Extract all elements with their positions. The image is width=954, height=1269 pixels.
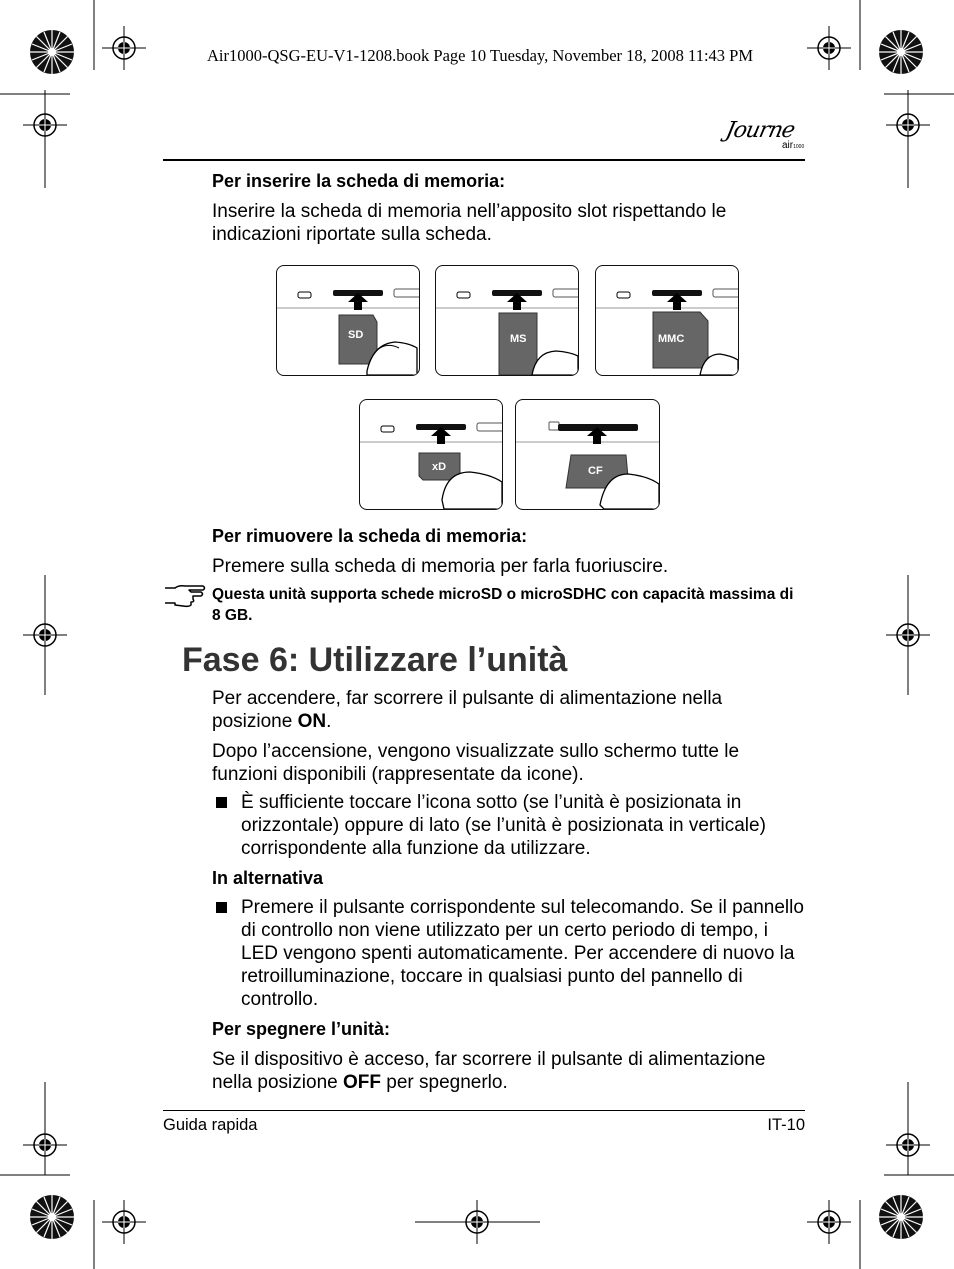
insert-text: Inserire la scheda di memoria nell’apposito slot rispettando le indicazioni riportate sulla scheda.	[212, 201, 727, 245]
logo-model: air1000	[782, 140, 805, 151]
svg-text:MMC: MMC	[658, 333, 685, 345]
svg-text:CF: CF	[588, 465, 603, 477]
card-illustration-cf	[515, 399, 660, 510]
pointing-hand-icon	[163, 584, 207, 608]
note-text: Questa unità supporta schede microSD o microSDHC con capacità massima di 8 GB.	[212, 586, 794, 624]
card-illustration-sd	[276, 265, 420, 376]
section-title: Fase 6: Utilizzare l’unità	[182, 641, 568, 679]
card-illustration-ms	[435, 265, 579, 376]
remove-text: Premere sulla scheda di memoria per farla fuoriuscire.	[212, 556, 669, 577]
bullet-remote: Premere il pulsante corrispondente sul telecomando. Se il pannello di controllo non viene utilizzato per un certo periodo di tempo, i LED vengono spenti automaticamente. Per accendere di nuovo la retroilluminazione, toccare in qualsiasi punto del pannello di controllo.	[241, 897, 804, 1010]
bullet-touch-icon: È sufficiente toccare l’icona sotto (se l’unità è posizionata in orizzontale) oppure di lato (se l’unità è posizionata in verticale) corrispondente alla funzione da utilizzare.	[241, 792, 766, 859]
card-illustration-mmc	[595, 265, 739, 376]
footer-left: Guida rapida	[163, 1116, 258, 1134]
svg-text:xD: xD	[432, 461, 447, 473]
off-heading: Per spegnere l’unità:	[212, 1019, 391, 1039]
brand-logo	[722, 112, 812, 158]
footer-page-number: IT-10	[767, 1116, 805, 1134]
logo-script: Journe	[723, 118, 797, 143]
section-paragraph-icons: Dopo l’accensione, vengono visualizzate sullo schermo tutte le funzioni disponibili (rappresentate da icone).	[212, 741, 740, 785]
card-illustration-xd	[359, 399, 503, 510]
svg-text:MS: MS	[510, 333, 527, 345]
bullet-square	[216, 902, 227, 913]
alt-heading: In alternativa	[212, 868, 324, 888]
section-paragraph-off: Se il dispositivo è acceso, far scorrere il pulsante di alimentazione nella posizione OFF per spegnerlo.	[212, 1049, 766, 1093]
bullet-square	[216, 797, 227, 808]
footer-rule	[163, 1110, 805, 1111]
print-header: Air1000-QSG-EU-V1-1208.book Page 10 Tuesday, November 18, 2008 11:43 PM	[207, 46, 753, 65]
remove-heading: Per rimuovere la scheda di memoria:	[212, 526, 528, 546]
insert-heading: Per inserire la scheda di memoria:	[212, 171, 506, 191]
svg-text:SD: SD	[348, 329, 364, 341]
section-paragraph-on: Per accendere, far scorrere il pulsante di alimentazione nella posizione ON.	[212, 688, 723, 732]
header-rule	[163, 159, 805, 161]
